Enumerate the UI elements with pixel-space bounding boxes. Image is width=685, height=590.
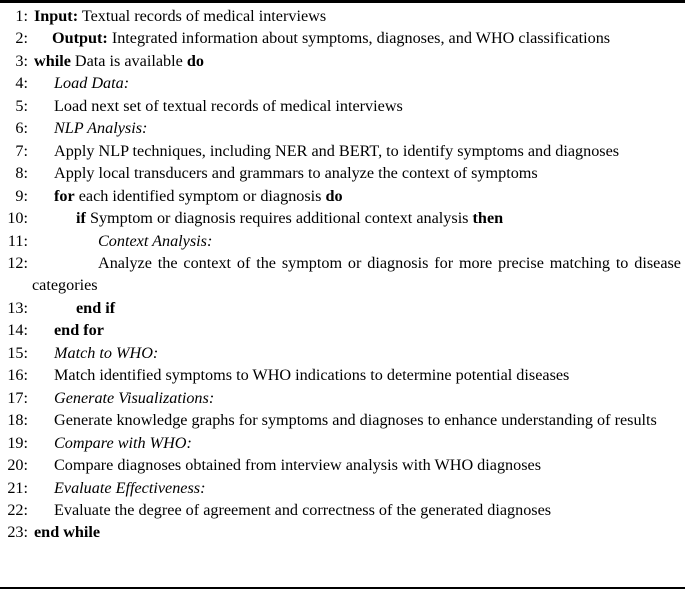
line-content [54,499,681,521]
pseudocode-line [0,521,681,543]
line-content [54,319,681,341]
line-content [54,432,681,454]
pseudocode-line [0,72,681,94]
pseudocode-line [0,5,681,27]
line-content [34,5,681,27]
line-content [54,477,681,499]
keyword: Input: [34,7,79,25]
keyword-trailing: do [325,186,343,205]
line-number: 5: [15,96,28,115]
pseudocode-line [0,432,681,454]
statement-text: Match identified symptoms to WHO indications to determine potential diseases [54,366,570,385]
pseudocode-line-list [0,5,685,544]
statement-text: Apply local transducers and grammars to analyze the context of symptoms [54,164,538,183]
pseudocode-line [0,499,681,521]
statement-text: Integrated information about symptoms, diagnoses, and WHO classifications [107,29,611,48]
keyword: while [34,51,71,70]
statement-text: each identified symptom or diagnosis [74,186,326,205]
pseudocode-line [0,364,681,386]
line-number: 20: [7,456,28,475]
line-content [30,27,681,49]
bottom-rule [0,587,685,589]
section-label: NLP Analysis: [54,119,148,138]
keyword: if [76,209,86,228]
pseudocode-line [0,27,681,49]
line-content [54,117,681,139]
section-label: Match to WHO: [54,343,159,362]
pseudocode-line [0,454,681,476]
section-label: Compare with WHO: [54,433,192,452]
line-content [54,185,681,207]
line-number: 16: [7,366,28,385]
line-content [32,140,681,162]
keyword: end while [34,523,101,542]
section-label: Generate Visualizations: [54,388,215,407]
line-number: 23: [7,523,28,542]
line-content [32,252,681,297]
line-content [32,409,681,431]
line-content [54,72,681,94]
pseudocode-line [0,387,681,409]
line-content [54,95,681,117]
line-number: 1: [15,7,28,25]
line-number: 15: [7,343,28,362]
statement-text: Evaluate the degree of agreement and correctness of the generated diagnoses [54,500,552,519]
pseudocode-line [0,297,681,319]
line-content [54,387,681,409]
statement-text: Apply NLP techniques, including NER and BERT, to identify symptoms and diagnoses [54,141,620,160]
pseudocode-line [0,230,681,252]
pseudocode-line [0,95,681,117]
line-content [76,297,681,319]
line-number: 17: [7,388,28,407]
pseudocode-line [0,342,681,364]
line-number: 3: [15,51,28,70]
keyword: for [54,186,75,205]
line-number: 12: [7,253,28,272]
line-content [54,162,681,184]
pseudocode-line [0,207,681,229]
line-number: 21: [7,478,28,497]
statement-text: Compare diagnoses obtained from interview analysis with WHO diagnoses [54,456,542,475]
pseudocode-line [0,477,681,499]
pseudocode-line [0,185,681,207]
line-number: 19: [7,433,28,452]
statement-text: Load next set of textual records of medical interviews [54,96,403,115]
statement-text: Analyze the context of the symptom or diagnosis for more precise matching to disease categories [32,253,681,295]
line-number: 7: [15,141,28,160]
line-content [76,207,681,229]
line-number: 18: [7,411,28,430]
keyword: Output: [52,29,108,48]
top-rule [0,0,685,3]
pseudocode-line [0,50,681,72]
keyword: end for [54,321,104,340]
line-number: 2: [15,29,28,48]
line-number: 22: [7,500,28,519]
pseudocode-line [0,117,681,139]
section-label: Evaluate Effectiveness: [54,478,206,497]
pseudocode-line [0,162,681,184]
line-number: 14: [7,321,28,340]
statement-text: Generate knowledge graphs for symptoms and diagnoses to enhance understanding of results [54,411,657,430]
keyword-trailing: then [472,209,504,228]
pseudocode-line [0,319,681,341]
line-number: 10: [7,209,28,228]
keyword: end if [76,298,116,317]
pseudocode-line [0,252,681,297]
line-number: 9: [15,186,28,205]
keyword-trailing: do [186,51,204,70]
line-number: 11: [7,231,28,250]
pseudocode-line [0,140,681,162]
pseudocode-line [0,409,681,431]
line-content [54,454,681,476]
section-label: Load Data: [54,74,130,93]
statement-text: Data is available [70,51,187,70]
line-number: 4: [15,74,28,93]
line-number: 13: [7,298,28,317]
line-content [54,364,681,386]
line-content [34,521,681,543]
statement-text: Textual records of medical interviews [78,7,327,25]
line-content [98,230,681,252]
line-number: 6: [15,119,28,138]
line-content [34,50,681,72]
line-content [54,342,681,364]
section-label: Context Analysis: [98,231,213,250]
line-number: 8: [15,164,28,183]
statement-text: Symptom or diagnosis requires additional context analysis [85,209,473,228]
